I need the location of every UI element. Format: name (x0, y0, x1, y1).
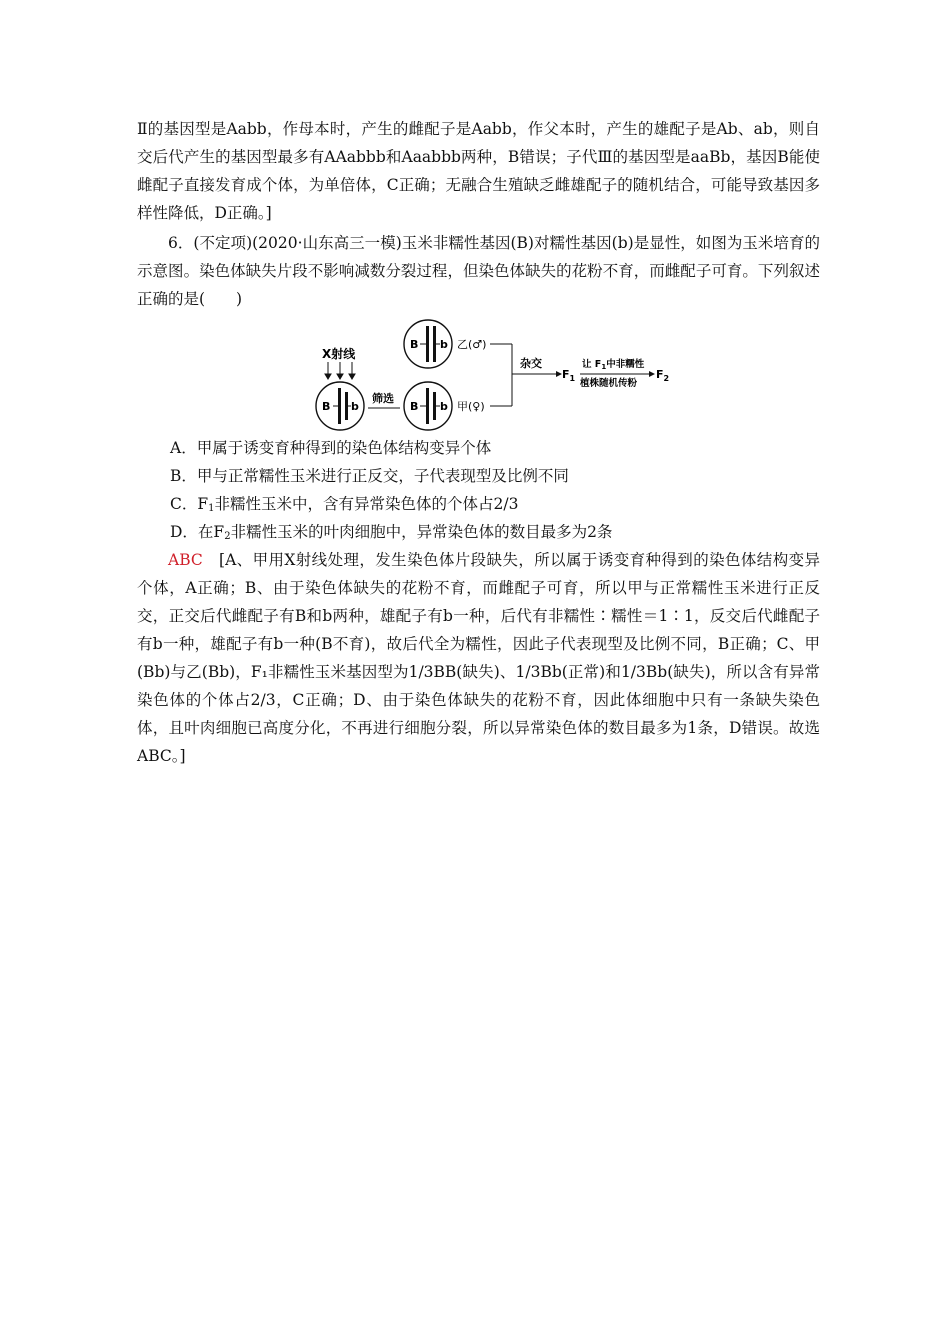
answer-explanation: [A、甲用X射线处理，发生染色体片段缺失，所以属于诱变育种得到的染色体结构变异个体，A正确；B、由于染色体缺失的花粉不育，而雌配子可育，所以甲与正常糯性玉米进行正反交，正交后代雌配子有B和b两种，雄配子有b一种，后代有非糯性∶糯性＝1∶1，反交后代雌配子有b一种，雄配子有b一种(B不育)，故后代全为糯性，因此子代表现型及比例不同，B正确；C、甲(Bb)与乙(Bb)，F₁非糯性玉米基因型为1/3BB(缺失)、1/3Bb(正常)和1/3Bb(缺失)，所以含有异常染色体的个体占2/3，C正确；D、由于染色体缺失的花粉不育，因此体细胞中只有一条缺失染色体，且叶肉细胞已高度分化，不再进行细胞分裂，所以异常染色体的数目最多为1条，D错误。故选ABC。] (137, 551, 820, 765)
treated-allele-B: B (322, 400, 331, 413)
jia-allele-b: b (440, 400, 448, 413)
f1-label: $F_1$ (562, 368, 576, 383)
jia-cell (404, 382, 452, 430)
f2-label: $F_2$ (656, 368, 670, 383)
xray-label: X射线 (322, 347, 356, 361)
treated-cell (316, 382, 364, 430)
answer-key: ABC (168, 551, 203, 569)
yi-allele-b: b (440, 338, 448, 351)
yi-cell (404, 320, 452, 368)
question-stem: 6．(不定项)(2020·山东高三一模)玉米非糯性基因(B)对糯性基因(b)是显性，如图为玉米培育的示意图。染色体缺失片段不影响减数分裂过程，但染色体缺失的花粉不育，而雌配子可育。下列叙述正确的是( ) (137, 234, 820, 308)
option-c: C．$F_1$非糯性玉米中，含有异常染色体的个体占2/3 (170, 495, 519, 514)
yi-label: 乙(♂) (457, 338, 487, 351)
answer-block (137, 546, 820, 770)
jia-allele-B: B (410, 400, 419, 413)
previous-explanation: Ⅱ的基因型是Aabb，作母本时，产生的雌配子是Aabb，作父本时，产生的雄配子是Ab、ab，则自交后代产生的基因型最多有AAabbb和Aaabbb两种，B错误；子代Ⅲ的基因型是aaBb，基因B能使雌配子直接发育成个体，为单倍体，C正确；无融合生殖缺乏雌雄配子的随机结合，可能导致基因多样性降低，D正确。] (137, 120, 820, 222)
f1-f2-arrowhead (649, 371, 655, 377)
screen-label: 筛选 (372, 392, 394, 405)
breeding-diagram (300, 312, 680, 440)
cross-label: 杂交 (520, 357, 542, 370)
option-a: A．甲属于诱变育种得到的染色体结构变异个体 (170, 439, 492, 457)
cross-bracket (490, 344, 558, 406)
treated-allele-b: b (351, 400, 359, 413)
jia-label: 甲(♀) (457, 400, 485, 413)
arrow-bottom-label: 植株随机传粉 (580, 378, 638, 389)
yi-allele-B: B (410, 338, 419, 351)
option-d: D．在$F_2$非糯性玉米的叶肉细胞中，异常染色体的数目最多为2条 (170, 523, 613, 542)
arrow-top-label: 让 $F_1$中非糯性 (582, 359, 645, 371)
xray-arrows (325, 362, 355, 379)
option-b: B．甲与正常糯性玉米进行正反交，子代表现型及比例不同 (170, 467, 569, 485)
